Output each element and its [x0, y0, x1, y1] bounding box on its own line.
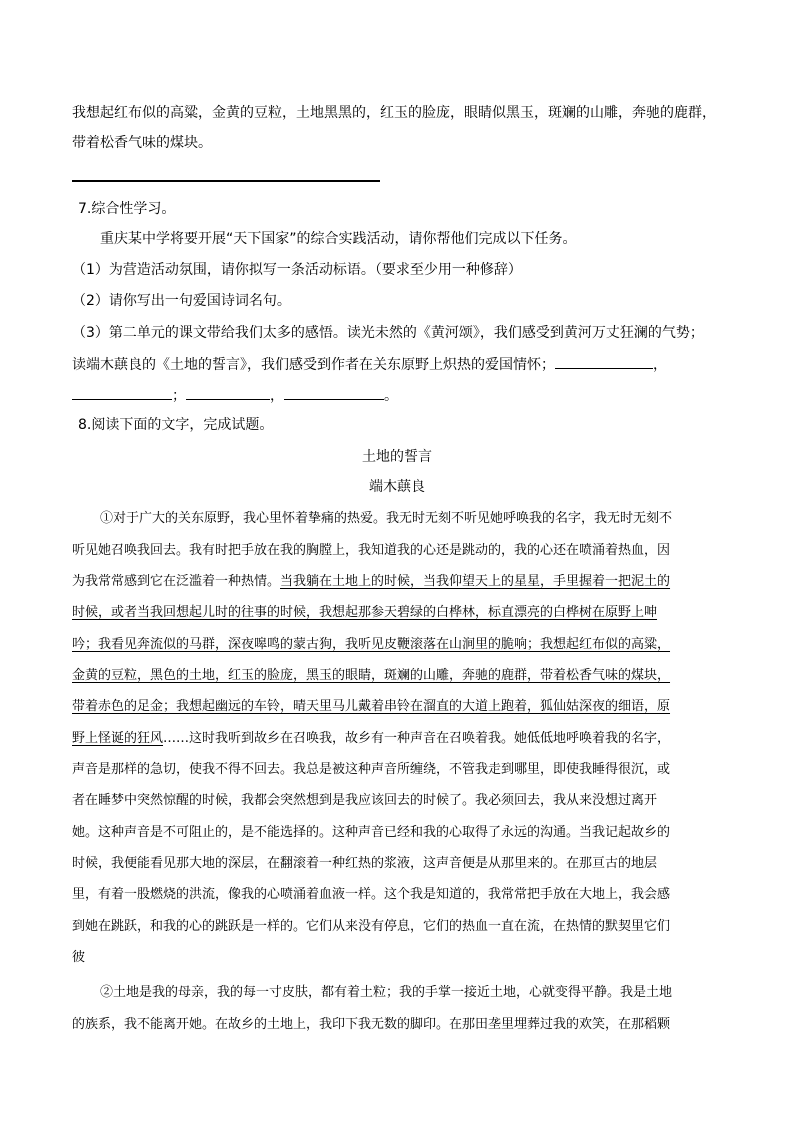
q8-title: 8.阅读下面的文字，完成试题。 [78, 417, 274, 433]
underlined-text: 野上怪诞的狂风 [72, 731, 164, 746]
q7-task-3-line-1: （3）第二单元的课文带给我们太多的感悟。读光未然的《黄河颂》，我们感受到黄河万丈狂澜的气势； [72, 325, 704, 341]
paragraph-1-line: 金黄的豆粒，黑色的土地，红玉的脸庞，黑玉的眼睛，斑斓的山雕，奔驰的鹿群，带着松香气味的煤块， [72, 668, 671, 683]
paragraph-1-line: 她。这种声音是不可阻止的，是不能选择的。这种声音已经和我的心取得了永远的沟通。当我记起故乡的 [72, 825, 671, 840]
intro-line-2: 带着松香气味的煤块。 [72, 135, 212, 151]
plain-text: 为我常常感到它在泛滥着一种热情。 [72, 574, 281, 589]
comma: ， [270, 388, 284, 404]
paragraph-1-line: 时候，或者当我回想起儿时的往事的时候，我想起那参天碧绿的白桦林，标直漂亮的白桦树在原野上呻 [72, 605, 658, 620]
period: 。 [384, 388, 398, 404]
q7-task-3-line-2 [72, 354, 667, 375]
answer-blank-4[interactable] [284, 385, 384, 400]
q7-title: 7.综合性学习。 [78, 201, 176, 217]
paragraph-1-line: 里，有着一股燃烧的洪流，像我的心喷涌着血液一样。这个我是知道的，我常常把手放在大地上，我会感 [72, 887, 671, 902]
paragraph-1-line: 带着赤色的足金；我想起幽远的车铃，晴天里马儿戴着串铃在溜直的大道上跑着，狐仙姑深夜的细语，原 [72, 699, 671, 714]
article-title: 土地的誓言 [362, 449, 432, 465]
paragraph-1-line: 到她在跳跃，和我的心的跳跃是一样的。它们从来没有停息，它们的热血一直在流，在热情的默契里它们 [72, 919, 671, 934]
comma: ， [653, 357, 667, 373]
underlined-text: 当我躺在土地上的时候，当我仰望天上的星星，手里握着一把泥土的 [280, 574, 671, 589]
paragraph-1-line: 声音是那样的急切，使我不得不回去。我总是被这种声音所缠绕，不管我走到哪里，即使我睡得很沉，或 [72, 762, 671, 777]
q7-task-2: （2）请你写出一句爱国诗词名句。 [72, 293, 291, 309]
article-author: 端木蕻良 [369, 479, 425, 495]
paragraph-1-line: ①对于广大的关东原野，我心里怀着挚痛的热爱。我无时无刻不听见她呼唤我的名字，我无时无刻不 [100, 511, 673, 526]
paragraph-1-line: 时候，我便能看见那大地的深层，在翻滚着一种红热的浆液，这声音便是从那里来的。在那亘古的地层 [72, 856, 658, 871]
q7-task-1: （1）为营造活动氛围，请你拟写一条活动标语。（要求至少用一种修辞） [72, 262, 522, 278]
intro-line-1: 我想起红布似的高粱，金黄的豆粒，土地黑黑的，红玉的脸庞，眼睛似黑玉，斑斓的山雕，奔驰的鹿群， [72, 105, 716, 121]
plain-text: ……这时我听到故乡在召唤我，故乡有一种声音在召唤着我。她低低地呼唤着我的名字， [163, 731, 671, 746]
answer-blank-3[interactable] [186, 385, 270, 400]
q7-lead: 重庆某中学将要开展“天下国家”的综合实践活动，请你帮他们完成以下任务。 [100, 231, 577, 247]
q7-task-3-text: 读端木蕻良的《土地的誓言》，我们感受到作者在关东原野上炽热的爱国情怀； [72, 357, 555, 373]
paragraph-1-line: 听见她召唤我回去。我有时把手放在我的胸膛上，我知道我的心还是跳动的，我的心还在喷涌着热血，因 [72, 543, 671, 558]
answer-blank-1[interactable] [555, 354, 653, 369]
q7-task-3-line-3 [72, 385, 398, 406]
paragraph-1-line: 者在睡梦中突然惊醒的时候，我都会突然想到是我应该回去的时候了。我必须回去，我从来没想过离开 [72, 793, 658, 808]
paragraph-1-line: 彼 [72, 950, 86, 965]
paragraph-1-line [72, 572, 670, 592]
answer-rule [72, 180, 380, 182]
paragraph-1-line: 吟；我看见奔流似的马群，深夜嗥鸣的蒙古狗，我听见皮鞭滚落在山涧里的脆响；我想起红布似的高粱， [72, 637, 671, 652]
paragraph-2-line: 的族系，我不能离开她。在故乡的土地上，我印下我无数的脚印。在那田垄里埋葬过我的欢笑，在那稻颗 [72, 1017, 671, 1032]
paragraph-2-line: ②土地是我的母亲，我的每一寸皮肤，都有着土粒；我的手掌一接近土地，心就变得平静。我是土地 [100, 985, 673, 1000]
semicolon: ； [172, 388, 186, 404]
answer-blank-2[interactable] [72, 385, 172, 400]
paragraph-1-line [72, 729, 670, 749]
